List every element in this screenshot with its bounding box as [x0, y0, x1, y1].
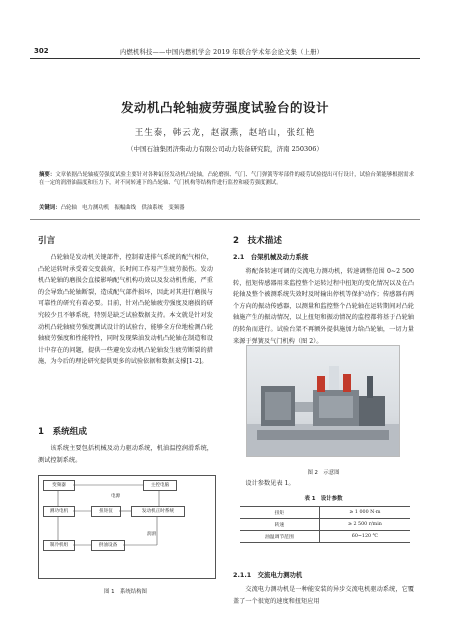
params-text: 设计参数见表 1。: [245, 480, 295, 487]
table-row: [240, 531, 410, 543]
system-structure-diagram: [38, 475, 216, 579]
table-cell: 转速: [240, 519, 319, 531]
diagram-box-cooling: 制冷机组: [43, 540, 75, 551]
table1-title: 表 1 设计参数: [304, 496, 343, 502]
section2-heading: 2 技术描述: [233, 236, 282, 246]
abstract-text: 文章依据凸轮轴疲劳强度试验主要针对各种缸径发动机凸轮轴，凸轮磨损、气门、气门弹簧等零部件的疲劳试验提出可行设计，试验台架能够根据需求在一定的润滑油温度和压力下，对不同转速下的凸轮轴、气门机构等结构件进行监控和疲劳强度测试。: [39, 172, 414, 187]
running-title: 内燃机科技——中国内燃机学会 2019 年联合学术年会论文集（上册）: [120, 49, 324, 56]
affiliation: （中国石油集团济柴动力有限公司动力装备研究院，济南 250306）: [127, 145, 323, 153]
diagram-box-oil: 供油设备: [91, 540, 125, 551]
diagram-label-lube: 润滑: [147, 532, 157, 537]
abstract: [39, 171, 414, 188]
table-cell: 油温调节范围: [240, 531, 319, 543]
table-cell: 60~120 ℃: [319, 531, 410, 543]
sub211-heading: 2.1.1 交流电力测功机: [233, 571, 303, 579]
page-number: 302: [34, 47, 49, 55]
diagram-box-inverter: 变频器: [43, 480, 75, 491]
diagram-box-test-system: 发动机正时系统: [131, 506, 185, 517]
test-rig-photo: [246, 345, 400, 457]
diagram-label-power: 电源: [111, 494, 121, 499]
table-row: [240, 507, 410, 519]
table-cell: 扭矩: [240, 507, 319, 519]
abstract-label: 摘要：: [39, 172, 56, 178]
header-rule: [30, 58, 420, 59]
abstract-rule: [30, 219, 420, 220]
diagram-box-main-ctrl: 主控电脑: [143, 480, 177, 491]
sub211-text: 交流电力测功机是一种能安装的异步交流电机驱动系统，它覆盖了一个很宽的速度和扭矩应用: [233, 586, 414, 605]
table-cell: ≥ 1 000 N·m: [319, 507, 410, 519]
sub21-heading: 2.1 台架机械及动力系统: [233, 253, 309, 261]
sub21-text: 将配备转速可调的交流电力测功机，转速调整范围 0~2 500 转，扭矩传感器用来监控整个运转过程中扭矩的变化情况以及在凸轮轴及整个被测系统失效时及时输出停机等保护动作；传感器有两个方向的振动传感器，以测量和监控整个凸轮轴在运转期间对凸轮轴施产生的振动情况，以上扭矩和振动情况的监控都将基于凸轮轴的转角而进行。试验台架不再额外提供施加力给凸轮轴，一切力量来源于弹簧及气门机构（图 2）。: [233, 268, 414, 345]
section1-heading: 1 系统组成: [38, 427, 87, 437]
keywords: [39, 203, 414, 211]
diagram-connectors: [39, 476, 215, 578]
authors: 王生泰，韩云龙，赵淑燕，赵培山，张红艳: [134, 128, 316, 138]
intro-text: 凸轮轴是发动机关键部件，控制着进排气系统的配气相位，凸轮运转时承受着交变载荷，长时间工作易产生疲劳损伤。发动机凸轮轴的磨损会直接影响配气机构功效以及发动机性能，严重的会导致凸轮轴断裂，造成配气部件损坏，因此对其进行磨损与可靠性的研究有着必要。目前，针对凸轮轴疲劳强度及磨损的研究较少且不够系统，特别是缺乏试验数据支持。本文就是针对发动机凸轮轴疲劳强度测试设计的试验台，能够全方位地检测凸轮轴疲劳强度和性能特性，同时发现柴油发动机凸轮轴在制造和设计中存在的问题，提供一些避免发动机凸轮轴发生疲劳断裂的措施，为今后的理论研究提供更多的试验依据和数据支撑[1-2]。: [38, 254, 213, 366]
diagram-box-coupling: 扭矩仪: [91, 506, 121, 517]
design-params-table: [240, 506, 410, 543]
figure1-caption: 图 1 系统结构图: [104, 589, 147, 595]
table-cell: ≥ 2 500 r/min: [319, 519, 410, 531]
intro-heading: 引言: [38, 236, 56, 246]
section1-text: 该系统主要包括机械及动力驱动系统，机油温控润滑系统，测试控制系统。: [38, 445, 213, 464]
table-row: [240, 519, 410, 531]
paper-title: 发动机凸轮轴疲劳强度试验台的设计: [120, 100, 329, 115]
figure2-caption: 图 2 示意图: [307, 470, 340, 476]
keywords-label: 关键词：: [39, 205, 61, 211]
keywords-text: 凸轮轴 电力测功机 振幅曲线 供油系统 变频器: [60, 205, 185, 211]
diagram-box-dyno: 测功电机: [43, 506, 75, 517]
